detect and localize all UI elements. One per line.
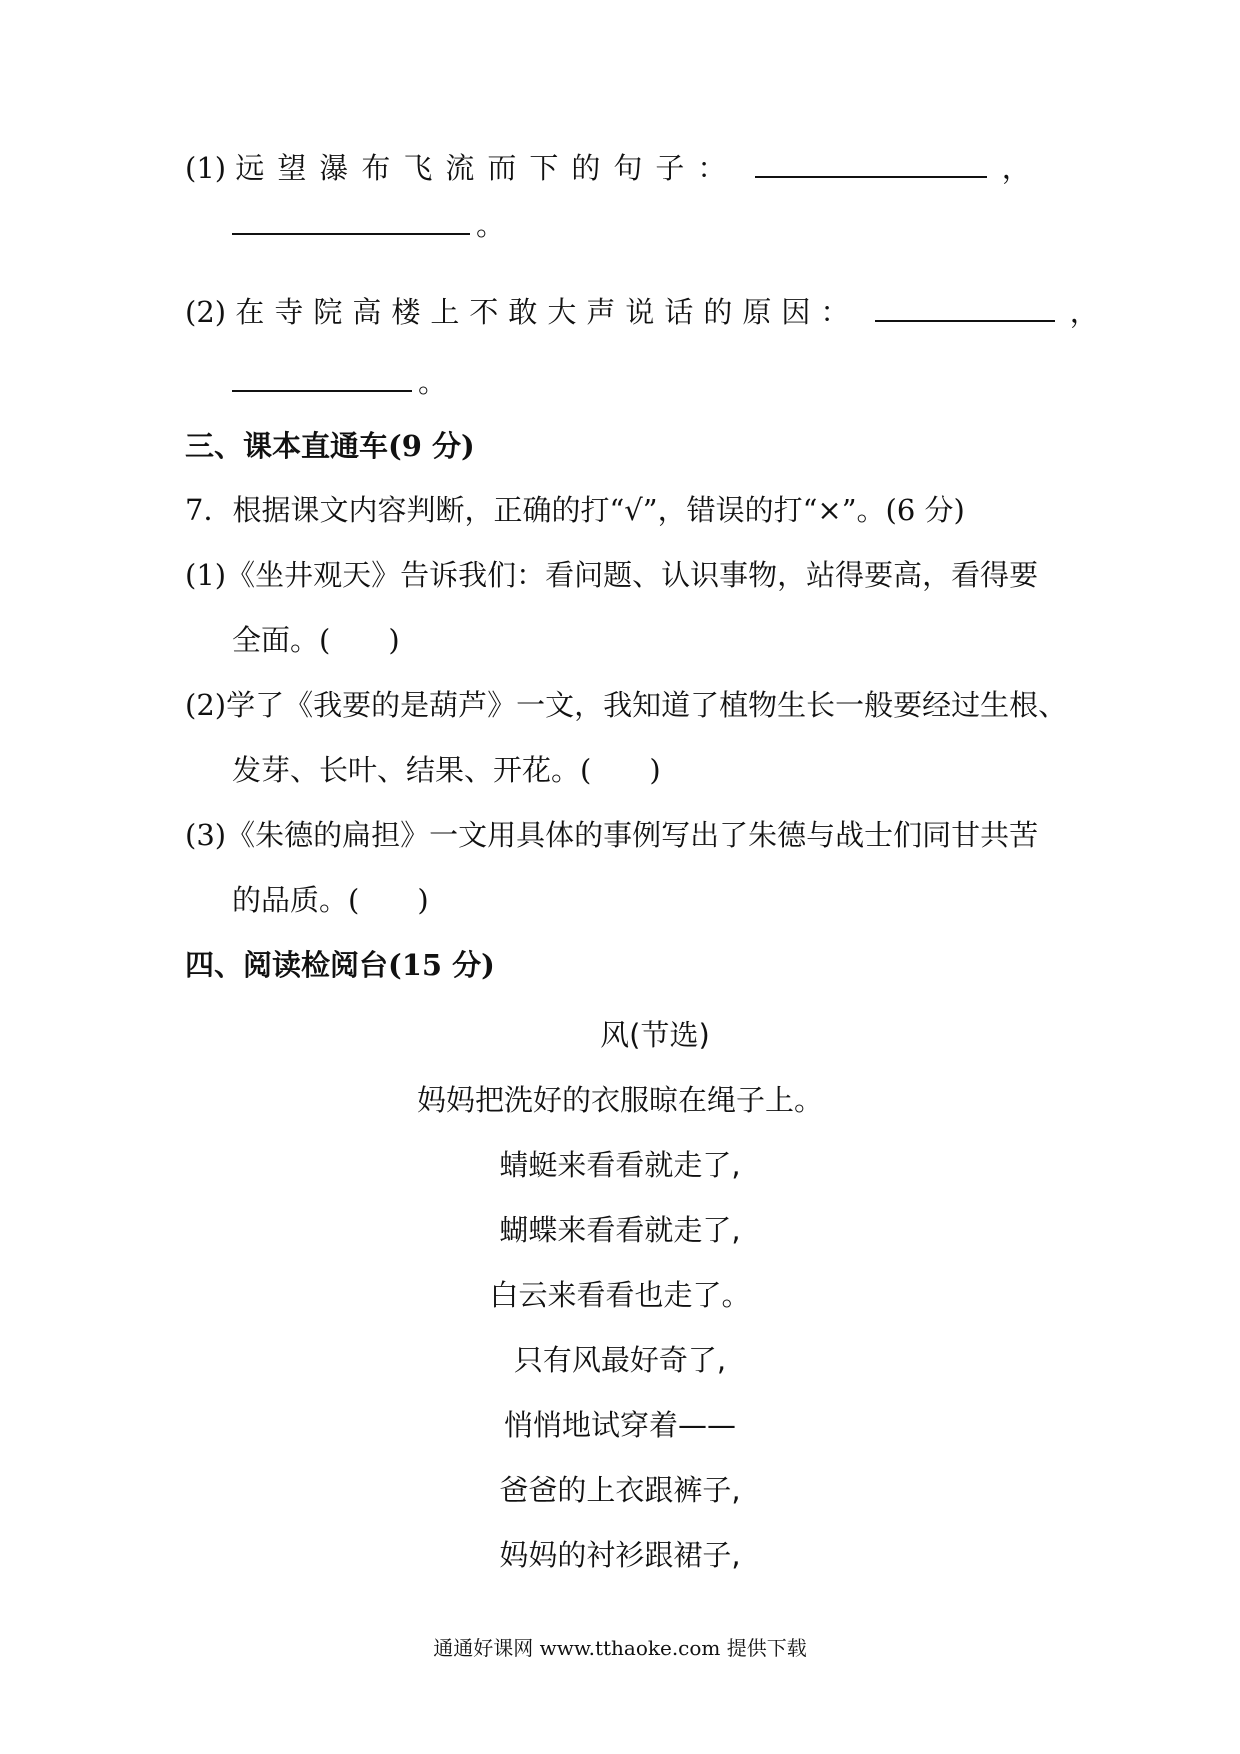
- q6-item2-blank-2[interactable]: [232, 362, 412, 392]
- q7-item1-line1: (1)《坐井观天》告诉我们：看问题、认识事物，站得要高，看得要: [185, 558, 1039, 592]
- q6-item2-comma: ，: [1069, 295, 1099, 329]
- q6-item1-end: 。: [476, 208, 506, 242]
- page-footer: 通通好课网 www.tthaoke.com 提供下载: [433, 1636, 807, 1660]
- q7-item1-line2: 全面。( ): [232, 623, 400, 657]
- section3-heading: 三、课本直通车(9 分): [185, 429, 475, 463]
- q6-item1-blank-1[interactable]: [755, 148, 987, 178]
- poem-line-2: 蜻蜓来看看就走了,: [499, 1148, 741, 1182]
- q6-item2-line2: [232, 362, 447, 402]
- q7-item2-line2: 发芽、长叶、结果、开花。( ): [232, 753, 661, 787]
- q6-item2-text: 在寺院高楼上不敢大声说话的原因：: [235, 295, 860, 329]
- poem-title: 风(节选): [600, 1018, 710, 1052]
- q6-item1-blank-2[interactable]: [232, 205, 470, 235]
- poem-line-4: 白云来看看也走了。: [489, 1278, 751, 1312]
- q6-item1-label: (1): [185, 151, 227, 185]
- q7-item2-line1: (2)学了《我要的是葫芦》一文，我知道了植物生长一般要经过生根、: [185, 688, 1068, 722]
- q7-item3-line2: 的品质。( ): [232, 883, 429, 917]
- q6-item1-line2: [232, 205, 505, 245]
- q6-item1-text: 远望瀑布飞流而下的句子：: [235, 151, 740, 185]
- section4-heading: 四、阅读检阅台(15 分): [185, 948, 495, 982]
- poem-line-6: 悄悄地试穿着——: [503, 1408, 736, 1442]
- q7-item3-line1: (3)《朱德的扁担》一文用具体的事例写出了朱德与战士们同甘共苦: [185, 818, 1039, 852]
- q6-item2-end: 。: [418, 365, 448, 399]
- poem-line-5: 只有风最好奇了,: [513, 1343, 727, 1377]
- q6-item1-comma: ，: [1001, 151, 1031, 185]
- poem-line-1: 妈妈把洗好的衣服晾在绳子上。: [416, 1083, 823, 1117]
- q6-item1-line1: [185, 148, 1031, 188]
- q6-item2-blank-1[interactable]: [875, 292, 1055, 322]
- poem-line-8: 妈妈的衬衫跟裙子,: [499, 1538, 741, 1572]
- q6-item2-label: (2): [185, 295, 227, 329]
- q6-item2-line1: [185, 292, 1099, 332]
- q7-stem: 7．根据课文内容判断，正确的打“√”，错误的打“×”。(6 分): [185, 493, 965, 527]
- poem-line-7: 爸爸的上衣跟裤子,: [499, 1473, 741, 1507]
- poem-line-3: 蝴蝶来看看就走了,: [499, 1213, 741, 1247]
